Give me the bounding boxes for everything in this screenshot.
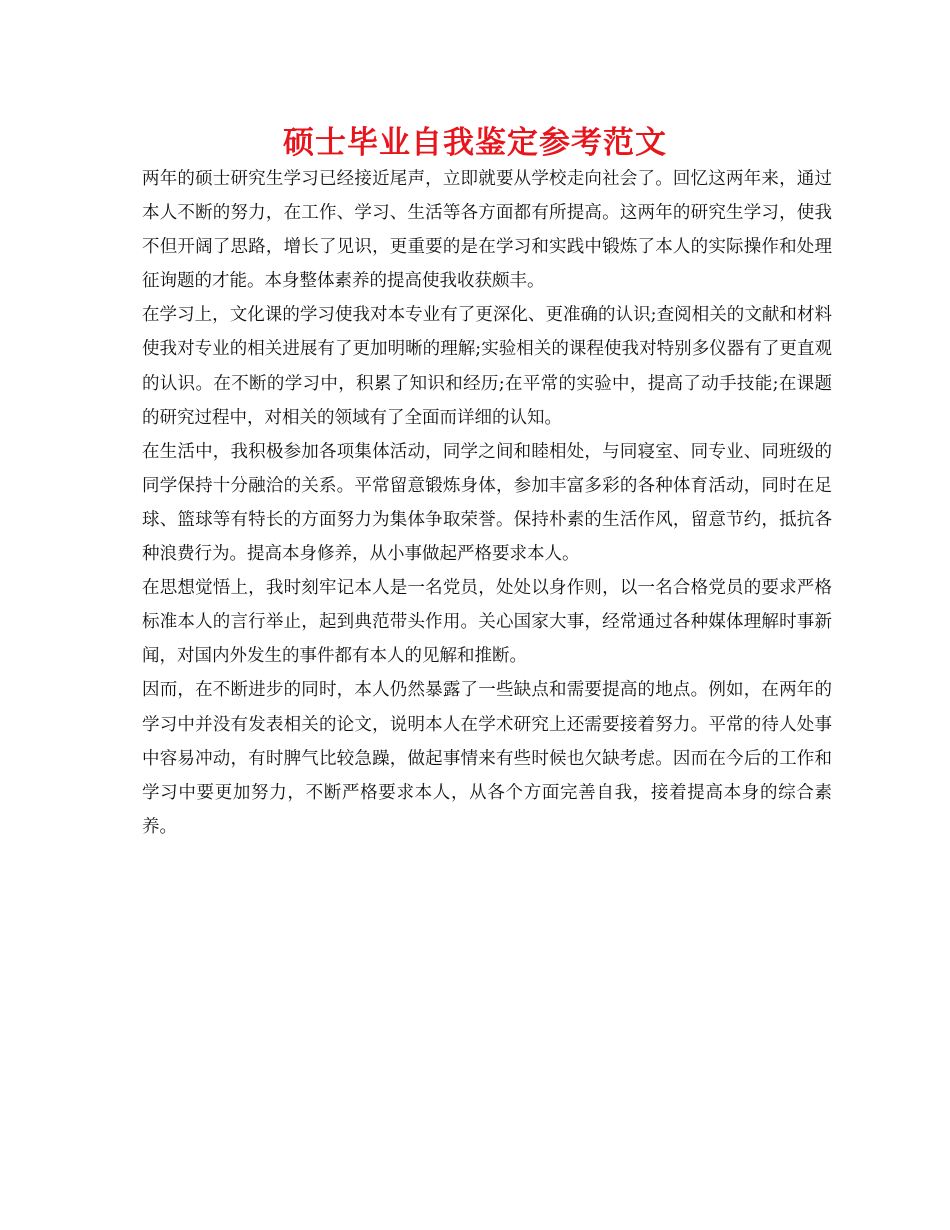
paragraph-5: 因而，在不断进步的同时，本人仍然暴露了一些缺点和需要提高的地点。例如，在两年的学习中并没有发表相关的论文，说明本人在学术研究上还需要接着努力。平常的待人处事中容易冲动，有时脾气比较急躁，做起事情来有些时候也欠缺考虑。因而在今后的工作和学习中要更加努力，不断严格要求本人，从各个方面完善自我，接着提高本身的综合素养。 <box>142 680 832 837</box>
paragraph-2: 在学习上，文化课的学习使我对本专业有了更深化、更准确的认识;查阅相关的文献和材料使我对专业的相关进展有了更加明晰的理解;实验相关的课程使我对特别多仪器有了更直观的认识。在不断的学习中，积累了知识和经历;在平常的实验中，提高了动手技能;在课题的研究过程中，对相关的领域有了全面而详细的认知。 <box>142 305 832 428</box>
paragraph-1: 两年的硕士研究生学习已经接近尾声，立即就要从学校走向社会了。回忆这两年来，通过本人不断的努力，在工作、学习、生活等各方面都有所提高。这两年的研究生学习，使我不但开阔了思路，增长了见识，更重要的是在学习和实践中锻炼了本人的实际操作和处理征询题的才能。本身整体素养的提高使我收获颇丰。 <box>142 169 832 292</box>
paragraph-3: 在生活中，我积极参加各项集体活动，同学之间和睦相处，与同寝室、同专业、同班级的同学保持十分融洽的关系。平常留意锻炼身体，参加丰富多彩的各种体育活动，同时在足球、篮球等有特长的方面努力为集体争取荣誉。保持朴素的生活作风，留意节约，抵抗各种浪费行为。提高本身修养，从小事做起严格要求本人。 <box>142 441 832 565</box>
paragraph-4: 在思想觉悟上，我时刻牢记本人是一名党员，处处以身作则，以一名合格党员的要求严格标准本人的言行举止，起到典范带头作用。关心国家大事，经常通过各种媒体理解时事新闻，对国内外发生的事件都有本人的见解和推断。 <box>142 578 832 667</box>
document-title: 硕士毕业自我鉴定参考范文 <box>283 125 667 161</box>
document-body <box>142 162 832 844</box>
